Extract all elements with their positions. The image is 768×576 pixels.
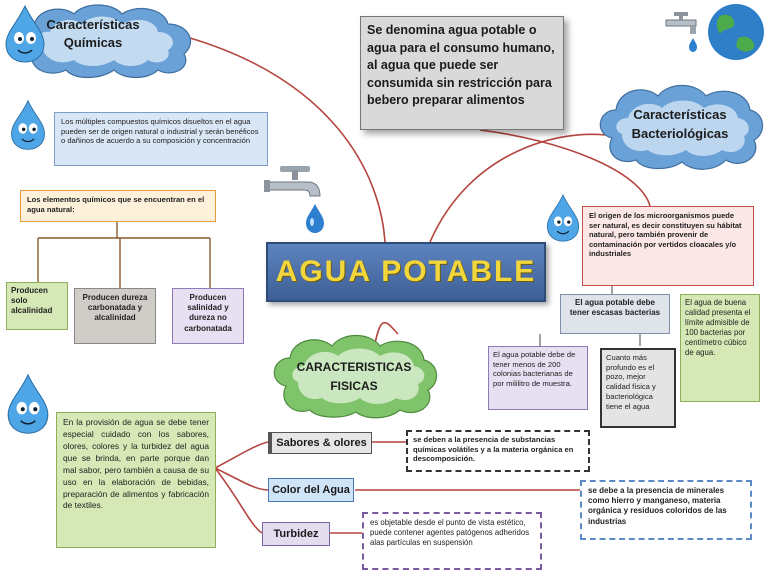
quimicas-item-1: Producen solo alcalinidad — [6, 282, 68, 330]
faucet-icon — [262, 162, 328, 236]
connector-sabores — [215, 442, 268, 468]
page-title: AGUA POTABLE — [275, 255, 537, 288]
connector-turbidez — [215, 468, 262, 533]
water-drop-icon — [8, 98, 48, 152]
fisicas-item-color: Color del Agua — [268, 478, 354, 502]
water-drop-icon — [2, 4, 48, 64]
quimicas-item-3: Producen salinidad y dureza no carbonatada — [172, 288, 244, 344]
cloud-fisicas-label: CARACTERISTICAS FISICAS — [296, 360, 412, 393]
globe-faucet-icon — [664, 0, 768, 64]
quimicas-item-2: Producen dureza carbonatada y alcalinidad — [74, 288, 156, 344]
fisicas-detail-turbidez: es objetable desde el punto de vista estético, puede contener agentes patógenos adheridos alas partículas en suspensión — [362, 512, 542, 570]
bact-escasas: El agua potable debe tener escasas bacterias — [560, 294, 670, 334]
bact-origin: El origen de los microorganismos puede ser natural, es decir constituyen su hábitat natural, pero también provenir de contaminación por vertidos cloacales y/o industriales — [582, 206, 754, 286]
quimicas-elements-label: Los elementos químicos que se encuentran en el agua natural: — [20, 190, 216, 222]
definition-box — [360, 16, 564, 130]
water-drop-icon — [4, 372, 52, 436]
fisicas-item-sabores: Sabores & olores — [268, 432, 372, 454]
bact-menos200: El agua potable debe de tener menos de 200 colonias bacterianas de por mililitro de muestra. — [488, 346, 588, 410]
fisicas-description: En la provisión de agua se debe tener especial cuidado con los sabores, olores, colores y la turbidez del agua que se brinda, en parte porque dan mal sabor, pero también a causa de su uso en la elaboración de bebidas, preparación de alimentos y fabricación de textiles. — [56, 412, 216, 548]
title-box — [266, 242, 546, 302]
fisicas-detail-sabores: se deben a la presencia de substancias químicas volátiles y a la materia orgánica en descomposición. — [406, 430, 590, 472]
cloud-bacteriologicas-label: Características Bacteriológicas — [631, 107, 729, 141]
quimicas-description: Los múltiples compuestos químicos disueltos en el agua pueden ser de origen natural o industrial y serán benéficos o dañinos de acuerdo a su composición y concentración — [54, 112, 268, 166]
fisicas-item-turbidez: Turbidez — [262, 522, 330, 546]
bact-limite: El agua de buena calidad presenta el límite admisible de 100 bacterias por centímetro cúbico de agua. — [680, 294, 760, 402]
cloud-quimicas-label: Características Químicas — [46, 17, 140, 51]
definition-text: Se denomina agua potable o agua para el consumo humano, al agua que puede ser consumida sin restricción para bebero preparar alimentos — [367, 23, 555, 107]
fisicas-detail-color: se debe a la presencia de minerales como hierro y manganeso, materia orgánica y residuos coloridos de las industrias — [580, 480, 752, 540]
water-drop-icon — [544, 192, 582, 244]
bact-profundo: Cuanto más profundo es el pozo, mejor calidad física y bacteriológica tiene el agua — [600, 348, 676, 428]
